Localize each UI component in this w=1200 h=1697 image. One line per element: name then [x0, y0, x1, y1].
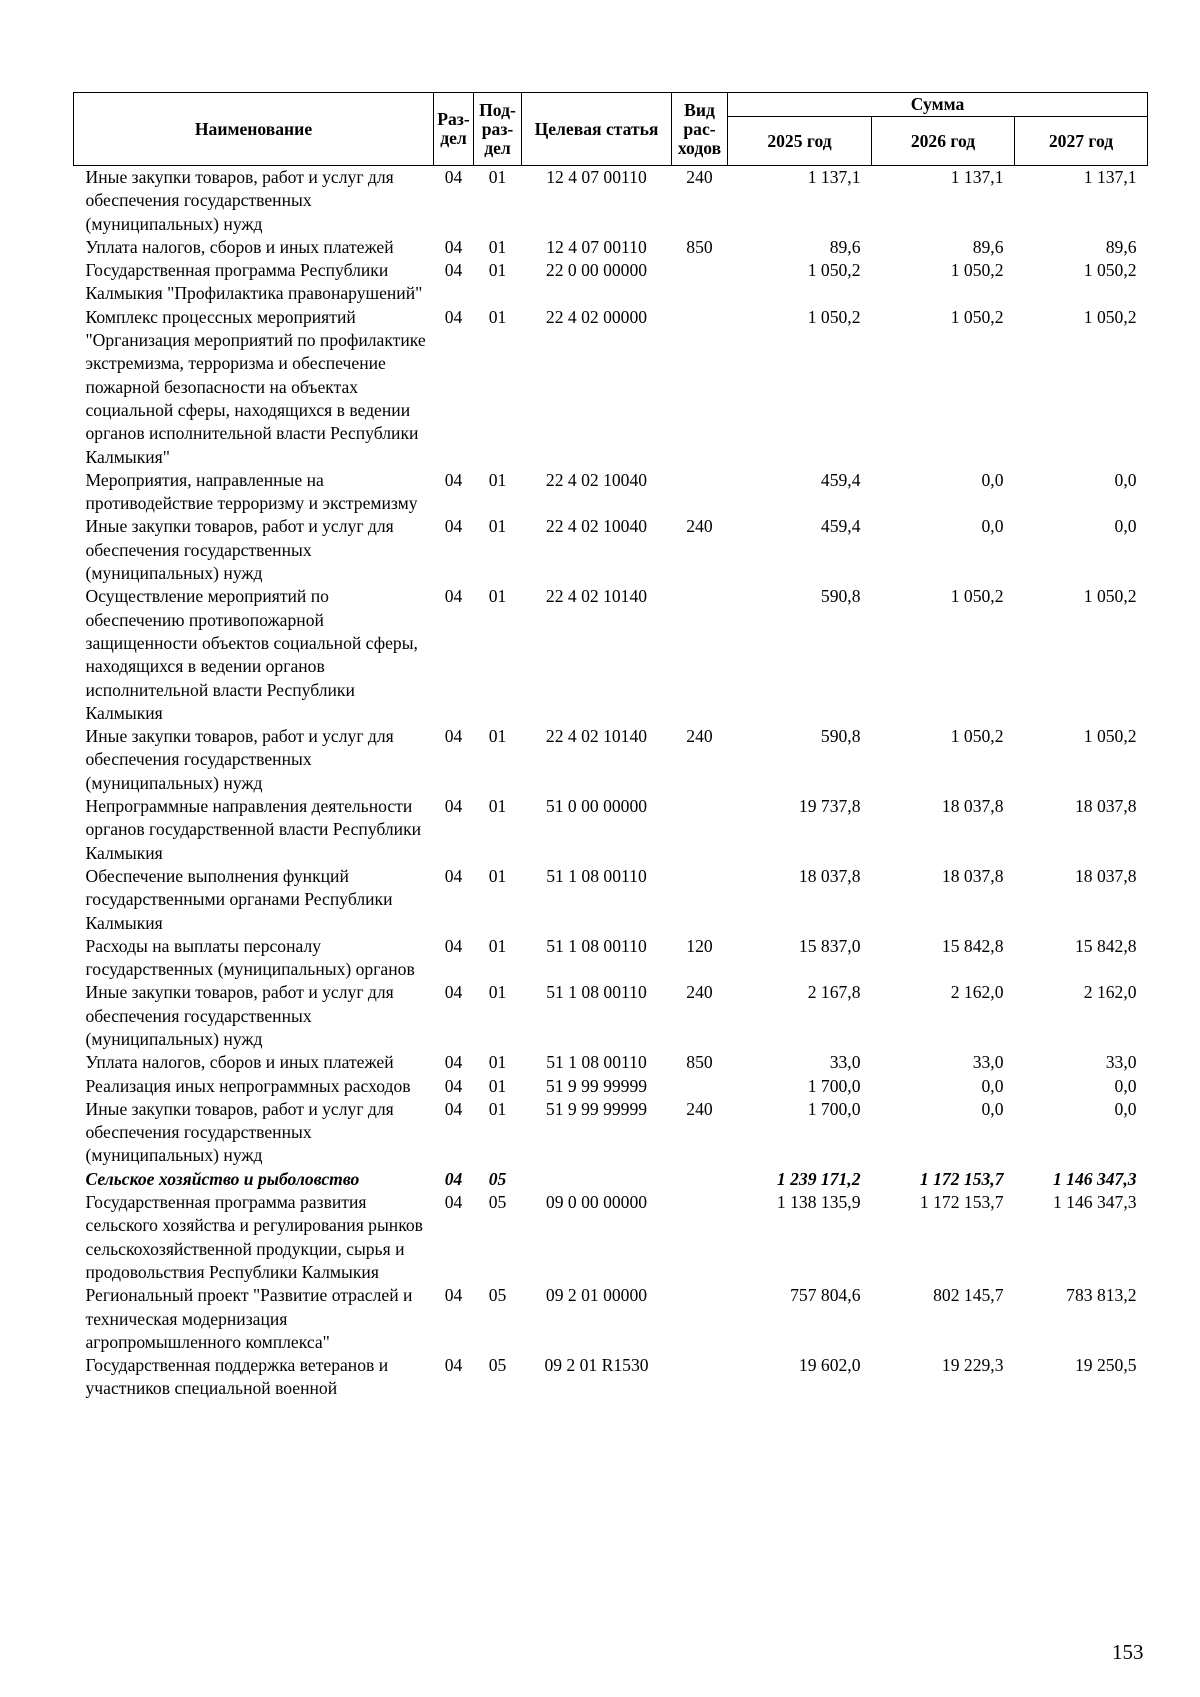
row-sum-2025: 89,6 — [829, 236, 861, 257]
row-sum-2027: 19 250,5 — [1074, 1355, 1137, 1376]
row-sum-2027: 0,0 — [1114, 469, 1137, 490]
table-row — [74, 725, 1148, 795]
table-row — [74, 981, 1148, 1051]
row-name: Осуществление мероприятий по обеспечению противопожарной защищенности объектов социальной сферы, находящихся в ведении органов исполнительной власти Республики Калмыкия — [85, 586, 418, 723]
row-sum-2026: 19 229,3 — [941, 1355, 1004, 1376]
row-sum-2026: 0,0 — [981, 516, 1004, 537]
row-sum-2027: 0,0 — [1114, 1098, 1137, 1119]
row-sum-2026: 0,0 — [981, 1075, 1004, 1096]
row-target: 12 4 07 00110 — [546, 236, 647, 257]
row-razdel: 04 — [444, 469, 463, 490]
row-sum-2026: 1 050,2 — [950, 260, 1004, 281]
row-sum-2027: 33,0 — [1105, 1052, 1137, 1073]
row-name: Мероприятия, направленные на противодействие терроризму и экстремизму — [85, 469, 418, 514]
row-sum-2027: 1 137,1 — [1083, 167, 1137, 187]
row-name: Сельское хозяйство и рыболовство — [85, 1168, 360, 1189]
row-vid — [672, 865, 728, 935]
row-target — [522, 1168, 672, 1191]
header-2026: 2026 год — [872, 117, 1015, 166]
row-sum-2025: 15 837,0 — [798, 935, 861, 956]
row-name: Непрограммные направления деятельности органов государственной власти Республики Калмыкия — [85, 796, 422, 863]
row-podrazdel: 05 — [488, 1355, 507, 1376]
row-sum-2025: 18 037,8 — [798, 865, 861, 886]
row-sum-2026: 15 842,8 — [941, 935, 1004, 956]
page-number: 153 — [1112, 1640, 1144, 1664]
header-target: Целевая статья — [522, 93, 672, 166]
table-row — [74, 935, 1148, 982]
row-target: 22 4 02 10040 — [545, 516, 648, 537]
row-razdel: 04 — [444, 1355, 463, 1376]
row-podrazdel: 01 — [488, 1098, 507, 1119]
row-sum-2026: 1 050,2 — [950, 726, 1004, 747]
row-razdel: 04 — [444, 260, 463, 281]
row-sum-2025: 19 602,0 — [798, 1355, 861, 1376]
row-vid — [672, 1168, 728, 1191]
row-vid: 850 — [686, 236, 713, 257]
row-sum-2025: 19 737,8 — [798, 796, 861, 817]
row-target: 22 4 02 10140 — [545, 586, 648, 607]
row-razdel: 04 — [444, 982, 463, 1003]
table-row — [74, 1051, 1148, 1074]
table-row — [74, 236, 1148, 259]
table-row — [74, 1168, 1148, 1191]
row-razdel: 04 — [444, 236, 463, 257]
row-name: Государственная программа Республики Калмыкия "Профилактика правонарушений" — [85, 260, 423, 304]
row-target: 22 4 02 00000 — [545, 306, 648, 327]
row-podrazdel: 05 — [488, 1192, 507, 1213]
row-podrazdel: 01 — [488, 469, 507, 490]
row-name: Государственная программа развития сельского хозяйства и регулирования рынков сельскохозяйственной продукции, сырья и продовольствия Республики Калмыкия — [85, 1192, 423, 1282]
table-row — [74, 1075, 1148, 1098]
table-row — [74, 865, 1148, 935]
row-target: 51 9 99 99999 — [545, 1075, 648, 1096]
row-vid — [672, 1354, 728, 1401]
row-target: 51 1 08 00110 — [546, 935, 647, 956]
row-sum-2027: 0,0 — [1114, 516, 1137, 537]
header-vid: Вид рас-ходов — [672, 93, 728, 166]
row-sum-2025: 1 700,0 — [807, 1098, 861, 1119]
table-row — [74, 469, 1148, 516]
row-sum-2026: 1 050,2 — [950, 586, 1004, 607]
row-vid: 850 — [686, 1052, 713, 1073]
row-podrazdel: 01 — [488, 306, 507, 327]
row-sum-2025: 1 239 171,2 — [776, 1168, 861, 1189]
row-sum-2026: 18 037,8 — [941, 796, 1004, 817]
row-vid — [672, 1191, 728, 1284]
row-vid: 240 — [686, 167, 713, 187]
row-razdel: 04 — [444, 865, 463, 886]
row-podrazdel: 05 — [488, 1168, 507, 1189]
header-podrazdel: Под-раз-дел — [474, 93, 522, 166]
row-podrazdel: 01 — [488, 167, 507, 187]
table-row — [74, 1284, 1148, 1354]
row-vid — [672, 585, 728, 725]
row-sum-2026: 0,0 — [981, 1098, 1004, 1119]
row-razdel: 04 — [444, 935, 463, 956]
row-sum-2026: 1 050,2 — [950, 306, 1004, 327]
row-name: Уплата налогов, сборов и иных платежей — [85, 1052, 394, 1073]
row-razdel: 04 — [444, 1075, 463, 1096]
row-name: Иные закупки товаров, работ и услуг для обеспечения государственных (муниципальных) нужд — [85, 726, 394, 793]
row-target: 51 1 08 00110 — [546, 1052, 647, 1073]
row-target: 51 1 08 00110 — [546, 865, 647, 886]
row-sum-2026: 1 172 153,7 — [919, 1168, 1004, 1189]
table-body — [74, 166, 1148, 1401]
row-podrazdel: 01 — [488, 935, 507, 956]
row-vid — [672, 1284, 728, 1354]
row-name: Комплекс процессных мероприятий "Организация мероприятий по профилактике экстремизма, терроризма и обеспечение пожарной безопасности на объектах социальной сферы, находящихся в ведении органов исполнительной власти Республики Калмыкия" — [85, 306, 426, 467]
row-sum-2025: 459,4 — [820, 516, 861, 537]
row-sum-2026: 18 037,8 — [941, 865, 1004, 886]
row-sum-2027: 1 050,2 — [1083, 306, 1137, 327]
row-razdel: 04 — [444, 796, 463, 817]
row-name: Государственная поддержка ветеранов и участников специальной военной — [85, 1355, 389, 1399]
row-podrazdel: 01 — [488, 1075, 507, 1096]
row-sum-2026: 89,6 — [972, 236, 1004, 257]
row-target: 09 2 01 R1530 — [544, 1355, 649, 1376]
row-sum-2025: 2 167,8 — [807, 982, 861, 1003]
row-sum-2027: 1 050,2 — [1083, 726, 1137, 747]
row-name: Иные закупки товаров, работ и услуг для обеспечения государственных (муниципальных) нужд — [85, 1098, 394, 1166]
row-target: 22 4 02 10040 — [545, 469, 648, 490]
header-name: Наименование — [74, 93, 434, 166]
row-sum-2026: 1 137,1 — [950, 167, 1004, 187]
row-target: 51 9 99 99999 — [545, 1098, 648, 1119]
row-sum-2027: 18 037,8 — [1074, 865, 1137, 886]
row-sum-2027: 2 162,0 — [1083, 982, 1137, 1003]
row-razdel: 04 — [444, 726, 463, 747]
row-target: 12 4 07 00110 — [546, 167, 647, 187]
row-razdel: 04 — [444, 167, 463, 187]
row-sum-2027: 1 050,2 — [1083, 260, 1137, 281]
row-target: 09 0 00 00000 — [545, 1192, 648, 1213]
row-sum-2026: 0,0 — [981, 469, 1004, 490]
row-sum-2025: 757 804,6 — [790, 1285, 861, 1306]
row-sum-2027: 89,6 — [1105, 236, 1137, 257]
row-name: Уплата налогов, сборов и иных платежей — [85, 236, 394, 257]
row-podrazdel: 01 — [488, 516, 507, 537]
row-name: Иные закупки товаров, работ и услуг для обеспечения государственных (муниципальных) нужд — [85, 516, 394, 584]
row-target: 22 0 00 00000 — [545, 260, 648, 281]
row-name: Реализация иных непрограммных расходов — [85, 1075, 411, 1096]
row-razdel: 04 — [444, 1052, 463, 1073]
header-razdel: Раз-дел — [434, 93, 474, 166]
row-sum-2025: 1 050,2 — [807, 306, 861, 327]
table-row — [74, 166, 1148, 236]
row-razdel: 04 — [444, 586, 463, 607]
table-row — [74, 515, 1148, 585]
header-2027: 2027 год — [1015, 117, 1148, 166]
row-vid: 120 — [686, 935, 713, 956]
header-2025: 2025 год — [728, 117, 872, 166]
row-sum-2025: 33,0 — [829, 1052, 861, 1073]
row-vid — [672, 259, 728, 306]
row-vid — [672, 469, 728, 516]
row-podrazdel: 01 — [488, 1052, 507, 1073]
row-target: 09 2 01 00000 — [545, 1285, 648, 1306]
row-vid — [672, 1075, 728, 1098]
row-sum-2025: 1 700,0 — [807, 1075, 861, 1096]
row-sum-2027: 1 146 347,3 — [1052, 1192, 1137, 1213]
row-name: Иные закупки товаров, работ и услуг для обеспечения государственных (муниципальных) нужд — [85, 982, 394, 1049]
row-vid: 240 — [686, 516, 713, 537]
row-sum-2026: 802 145,7 — [933, 1285, 1004, 1306]
row-name: Региональный проект "Развитие отраслей и техническая модернизация агропромышленного комплекса" — [85, 1285, 413, 1352]
row-sum-2025: 590,8 — [820, 586, 861, 607]
row-target: 22 4 02 10140 — [545, 726, 648, 747]
table-row — [74, 795, 1148, 865]
table-row — [74, 259, 1148, 306]
row-podrazdel: 01 — [488, 586, 507, 607]
row-sum-2027: 18 037,8 — [1074, 796, 1137, 817]
row-sum-2027: 0,0 — [1114, 1075, 1137, 1096]
table-row — [74, 1098, 1148, 1168]
row-sum-2027: 1 146 347,3 — [1052, 1168, 1137, 1189]
table-row — [74, 1191, 1148, 1284]
table-row — [74, 585, 1148, 725]
row-razdel: 04 — [444, 1285, 463, 1306]
row-podrazdel: 01 — [488, 726, 507, 747]
row-vid — [672, 306, 728, 469]
row-podrazdel: 01 — [488, 796, 507, 817]
row-podrazdel: 05 — [488, 1285, 507, 1306]
row-target: 51 0 00 00000 — [545, 796, 648, 817]
row-razdel: 04 — [444, 306, 463, 327]
table-header — [74, 93, 1148, 166]
row-razdel: 04 — [444, 1168, 463, 1189]
row-sum-2026: 33,0 — [972, 1052, 1004, 1073]
row-sum-2026: 2 162,0 — [950, 982, 1004, 1003]
row-sum-2025: 590,8 — [820, 726, 861, 747]
table-row — [74, 1354, 1148, 1401]
row-razdel: 04 — [444, 1192, 463, 1213]
row-razdel: 04 — [444, 1098, 463, 1119]
row-vid: 240 — [686, 982, 713, 1003]
row-sum-2025: 459,4 — [820, 469, 861, 490]
row-vid: 240 — [686, 1098, 713, 1119]
row-sum-2027: 15 842,8 — [1074, 935, 1137, 956]
row-podrazdel: 01 — [488, 236, 507, 257]
row-sum-2026: 1 172 153,7 — [919, 1192, 1004, 1213]
row-vid: 240 — [686, 726, 713, 747]
table-row — [74, 306, 1148, 469]
row-sum-2025: 1 050,2 — [807, 260, 861, 281]
row-podrazdel: 01 — [488, 260, 507, 281]
row-sum-2027: 783 813,2 — [1066, 1285, 1137, 1306]
header-summa: Сумма — [728, 93, 1148, 117]
row-sum-2025: 1 137,1 — [807, 167, 861, 187]
row-sum-2025: 1 138 135,9 — [776, 1192, 861, 1213]
row-podrazdel: 01 — [488, 865, 507, 886]
row-target: 51 1 08 00110 — [546, 982, 647, 1003]
row-vid — [672, 795, 728, 865]
row-sum-2027: 1 050,2 — [1083, 586, 1137, 607]
row-razdel: 04 — [444, 516, 463, 537]
row-podrazdel: 01 — [488, 982, 507, 1003]
row-name: Расходы на выплаты персоналу государственных (муниципальных) органов — [85, 935, 415, 980]
row-name: Иные закупки товаров, работ и услуг для обеспечения государственных (муниципальных) нужд — [85, 167, 394, 234]
row-name: Обеспечение выполнения функций государственными органами Республики Калмыкия — [85, 865, 393, 933]
budget-table — [73, 92, 1148, 1401]
